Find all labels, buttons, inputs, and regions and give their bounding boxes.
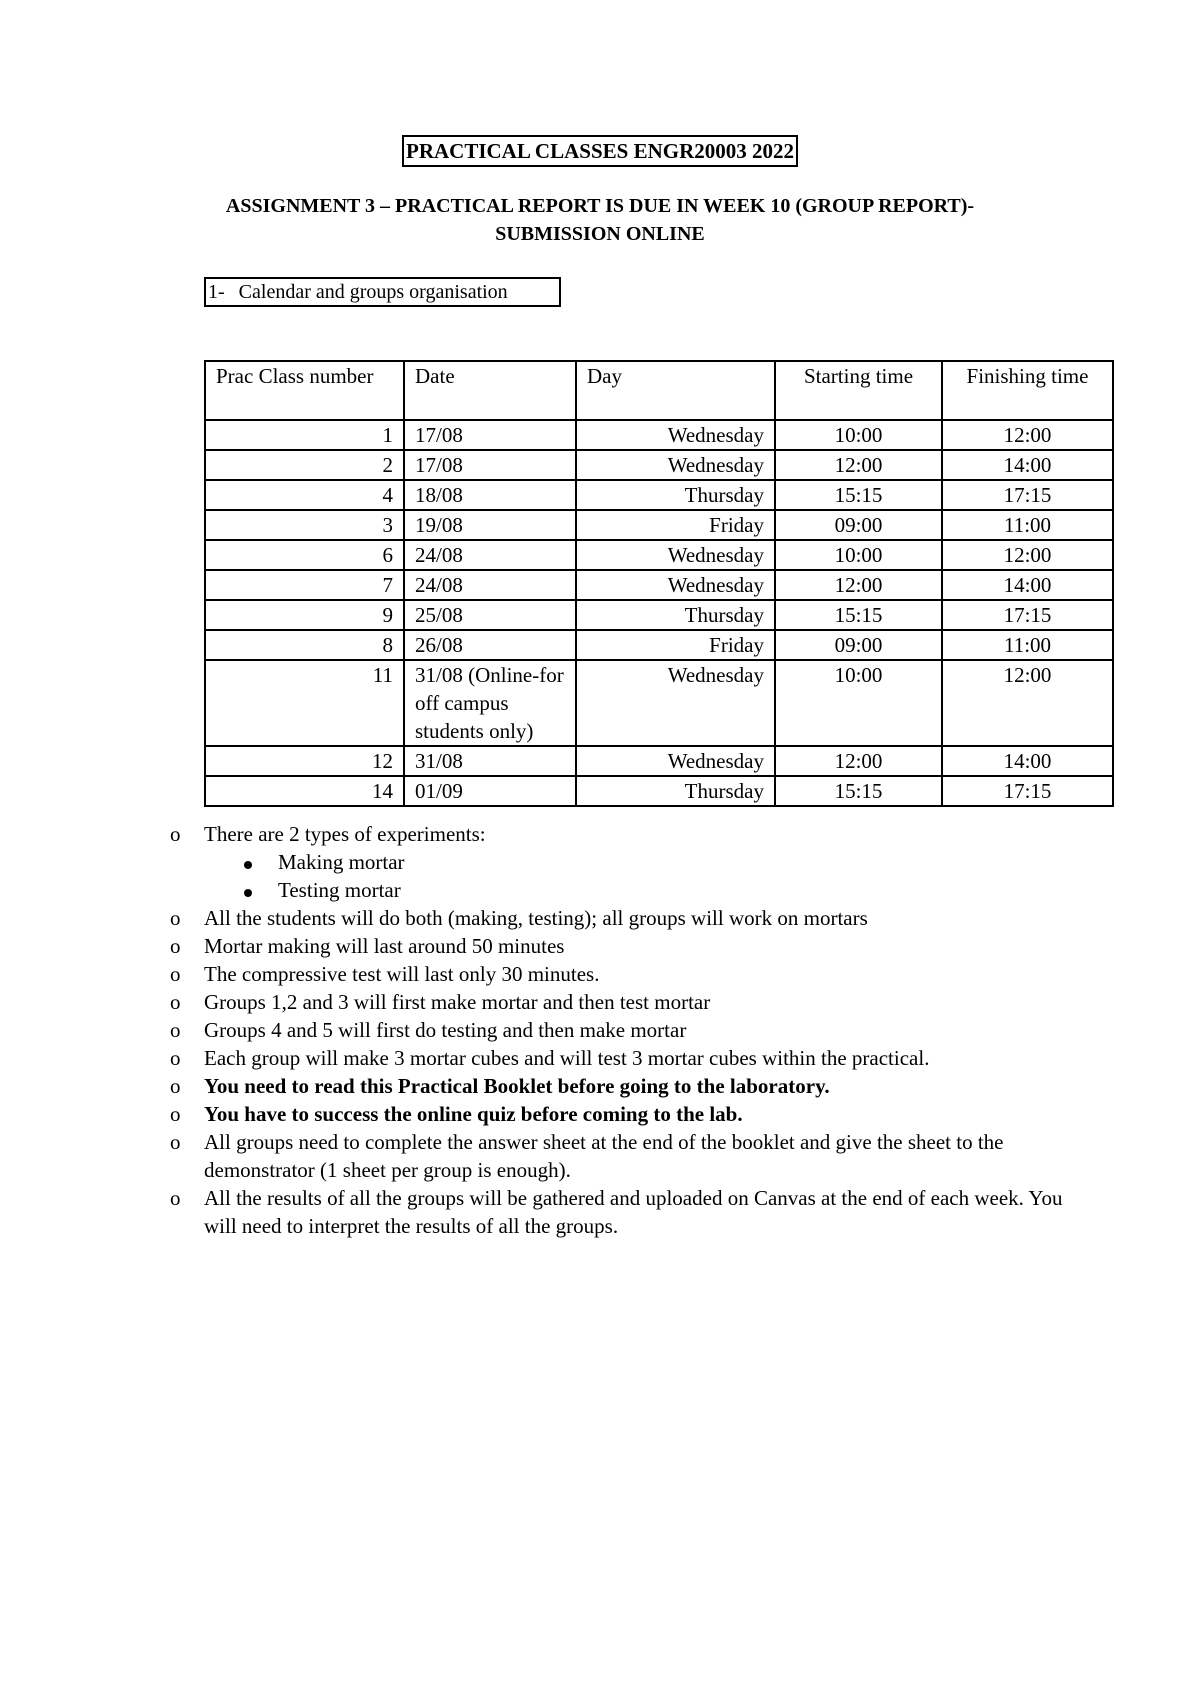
date-cell: 25/08 — [404, 600, 576, 630]
finishing-time-cell: 17:15 — [942, 776, 1113, 806]
starting-time-cell: 09:00 — [775, 510, 942, 540]
section-label: Calendar and groups organisation — [238, 281, 508, 303]
starting-time-cell: 15:15 — [775, 776, 942, 806]
starting-time-cell: 10:00 — [775, 660, 942, 746]
list-item-text: Groups 4 and 5 will first do testing and then make mortar — [204, 1018, 687, 1042]
starting-time-cell: 12:00 — [775, 746, 942, 776]
bullet-marker: o — [170, 934, 181, 958]
table-row — [205, 450, 1113, 480]
finishing-time-cell: 12:00 — [942, 660, 1113, 746]
prac-class-number-cell: 4 — [205, 480, 404, 510]
date-cell: 24/08 — [404, 570, 576, 600]
section-number: 1- — [208, 281, 225, 303]
list-item-text: Each group will make 3 mortar cubes and will test 3 mortar cubes within the practical. — [204, 1046, 930, 1070]
starting-time-cell: 12:00 — [775, 450, 942, 480]
table-header-row — [205, 361, 1113, 420]
table-row — [205, 420, 1113, 450]
header-day: Day — [576, 361, 775, 420]
list-item — [170, 1100, 1070, 1128]
list-item — [170, 1184, 1070, 1240]
section-heading — [204, 277, 561, 307]
document-title: PRACTICAL CLASSES ENGR20003 2022 — [402, 135, 798, 167]
date-cell: 19/08 — [404, 510, 576, 540]
schedule-table — [204, 360, 1114, 807]
list-item-text: Testing mortar — [278, 878, 401, 902]
header-prac-class-number: Prac Class number — [205, 361, 404, 420]
table-row — [205, 630, 1113, 660]
list-item-text: All the results of all the groups will be gathered and uploaded on Canvas at the end of each week. You will need to interpret the results of all the groups. — [204, 1186, 1063, 1238]
prac-class-number-cell: 14 — [205, 776, 404, 806]
assignment-subtitle — [100, 192, 1100, 248]
starting-time-cell: 15:15 — [775, 600, 942, 630]
finishing-time-cell: 11:00 — [942, 510, 1113, 540]
table-row — [205, 660, 1113, 746]
day-cell: Friday — [576, 510, 775, 540]
list-item — [170, 1016, 1070, 1044]
day-cell: Wednesday — [576, 450, 775, 480]
title-wrapper — [0, 135, 1200, 167]
prac-class-number-cell: 3 — [205, 510, 404, 540]
finishing-time-cell: 12:00 — [942, 540, 1113, 570]
bullet-dot-icon — [244, 876, 264, 904]
dot-icon — [244, 889, 252, 897]
starting-time-cell: 15:15 — [775, 480, 942, 510]
list-item-text: You need to read this Practical Booklet before going to the laboratory. — [204, 1074, 830, 1098]
prac-class-number-cell: 6 — [205, 540, 404, 570]
list-item-text: All the students will do both (making, testing); all groups will work on mortars — [204, 906, 868, 930]
list-item-text: Groups 1,2 and 3 will first make mortar and then test mortar — [204, 990, 711, 1014]
day-cell: Wednesday — [576, 420, 775, 450]
table-body — [205, 420, 1113, 806]
prac-class-number-cell: 1 — [205, 420, 404, 450]
list-item — [170, 932, 1070, 960]
date-cell: 17/08 — [404, 450, 576, 480]
list-item — [170, 904, 1070, 932]
day-cell: Wednesday — [576, 540, 775, 570]
sub-list-item — [170, 848, 1070, 876]
sub-list-item — [170, 876, 1070, 904]
list-item-text: The compressive test will last only 30 minutes. — [204, 962, 600, 986]
day-cell: Wednesday — [576, 746, 775, 776]
finishing-time-cell: 12:00 — [942, 420, 1113, 450]
finishing-time-cell: 17:15 — [942, 600, 1113, 630]
prac-class-number-cell: 8 — [205, 630, 404, 660]
bullet-marker: o — [170, 1130, 181, 1154]
dot-icon — [244, 861, 252, 869]
finishing-time-cell: 17:15 — [942, 480, 1113, 510]
bullet-marker: o — [170, 906, 181, 930]
list-item — [170, 988, 1070, 1016]
finishing-time-cell: 14:00 — [942, 746, 1113, 776]
list-item-text: Making mortar — [278, 850, 405, 874]
date-cell: 17/08 — [404, 420, 576, 450]
header-finishing-time: Finishing time — [942, 361, 1113, 420]
bullet-marker: o — [170, 1186, 181, 1210]
day-cell: Thursday — [576, 600, 775, 630]
bullet-marker: o — [170, 822, 181, 846]
day-cell: Wednesday — [576, 570, 775, 600]
prac-class-number-cell: 11 — [205, 660, 404, 746]
table-row — [205, 480, 1113, 510]
table-row — [205, 570, 1113, 600]
date-cell: 26/08 — [404, 630, 576, 660]
bullet-marker: o — [170, 962, 181, 986]
date-cell: 31/08 — [404, 746, 576, 776]
prac-class-number-cell: 12 — [205, 746, 404, 776]
list-item — [170, 1044, 1070, 1072]
prac-class-number-cell: 9 — [205, 600, 404, 630]
prac-class-number-cell: 2 — [205, 450, 404, 480]
day-cell: Thursday — [576, 480, 775, 510]
list-item-text: All groups need to complete the answer sheet at the end of the booklet and give the sheet to the demonstrator (1 sheet per group is enough). — [204, 1130, 1004, 1182]
subtitle-line-1: ASSIGNMENT 3 – PRACTICAL REPORT IS DUE IN WEEK 10 (GROUP REPORT)- — [225, 195, 975, 217]
subtitle-line-2: SUBMISSION ONLINE — [495, 223, 705, 245]
date-cell: 01/09 — [404, 776, 576, 806]
day-cell: Friday — [576, 630, 775, 660]
finishing-time-cell: 11:00 — [942, 630, 1113, 660]
prac-class-number-cell: 7 — [205, 570, 404, 600]
finishing-time-cell: 14:00 — [942, 450, 1113, 480]
table-row — [205, 776, 1113, 806]
table-row — [205, 746, 1113, 776]
bullet-list — [170, 820, 1070, 1240]
starting-time-cell: 10:00 — [775, 420, 942, 450]
list-item — [170, 1128, 1070, 1184]
table-row — [205, 600, 1113, 630]
starting-time-cell: 12:00 — [775, 570, 942, 600]
bullet-marker: o — [170, 1074, 181, 1098]
starting-time-cell: 09:00 — [775, 630, 942, 660]
date-cell: 24/08 — [404, 540, 576, 570]
table-row — [205, 540, 1113, 570]
list-item — [170, 820, 1070, 848]
header-date: Date — [404, 361, 576, 420]
list-item-text: Mortar making will last around 50 minutes — [204, 934, 565, 958]
bullet-marker: o — [170, 1018, 181, 1042]
bullet-marker: o — [170, 1102, 181, 1126]
bullet-marker: o — [170, 1046, 181, 1070]
day-cell: Wednesday — [576, 660, 775, 746]
starting-time-cell: 10:00 — [775, 540, 942, 570]
bullet-dot-icon — [244, 848, 264, 876]
day-cell: Thursday — [576, 776, 775, 806]
table-row — [205, 510, 1113, 540]
list-item — [170, 1072, 1070, 1100]
date-cell: 18/08 — [404, 480, 576, 510]
list-item-text: You have to success the online quiz before coming to the lab. — [204, 1102, 743, 1126]
list-item-text: There are 2 types of experiments: — [204, 822, 486, 846]
list-item — [170, 960, 1070, 988]
header-starting-time: Starting time — [775, 361, 942, 420]
bullet-marker: o — [170, 990, 181, 1014]
finishing-time-cell: 14:00 — [942, 570, 1113, 600]
date-cell: 31/08 (Online-for off campus students only) — [404, 660, 576, 746]
